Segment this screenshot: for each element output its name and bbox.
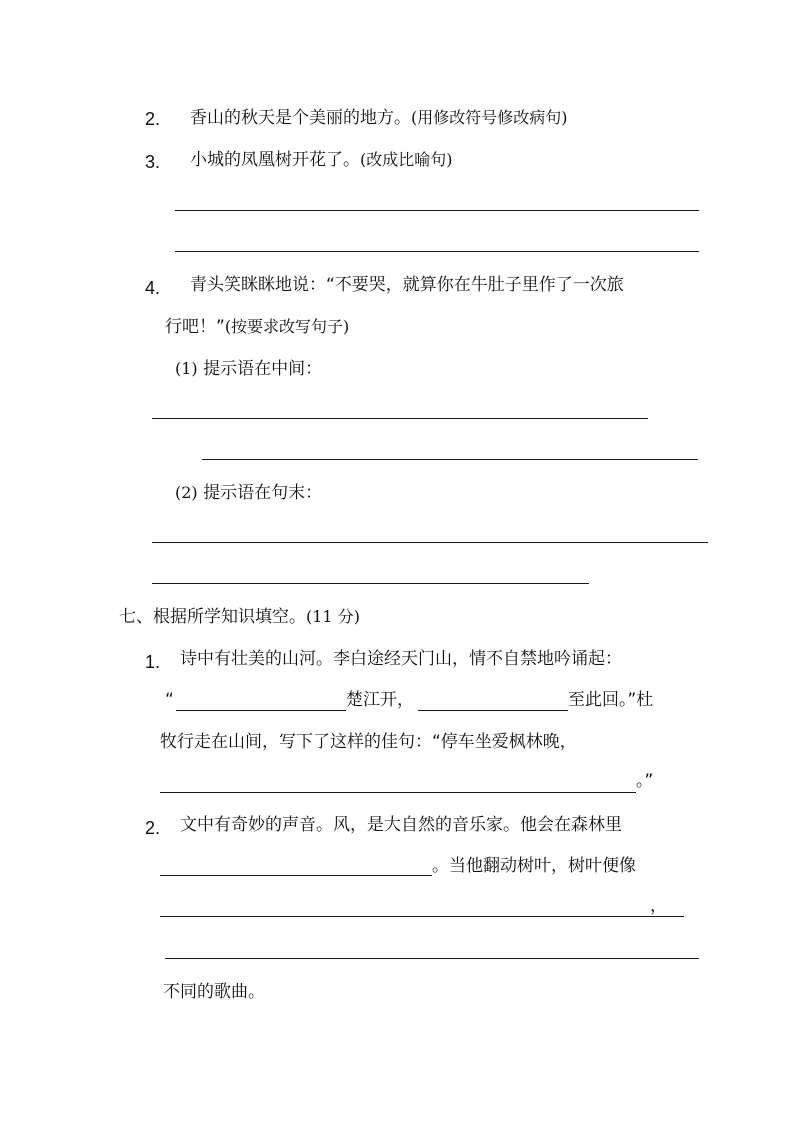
question-text: 小城的凤凰树开花了。(改成比喻句) xyxy=(190,150,453,170)
section-title: 七、根据所学知识填空。(11 分) xyxy=(119,607,360,627)
question-text: 青头笑眯眯地说：“不要哭，就算你在牛肚子里作了一次旅 xyxy=(190,275,624,295)
question-text: 不同的歌曲。 xyxy=(163,982,265,1002)
quote-end: 。” xyxy=(636,771,654,791)
answer-line[interactable] xyxy=(202,459,698,460)
sub-question: (2) 提示语在句末： xyxy=(175,483,323,503)
question-number: 2. xyxy=(145,109,161,129)
blank-line[interactable] xyxy=(160,916,684,917)
poem-fragment: 楚江开， xyxy=(346,690,414,710)
question-text: 诗中有壮美的山河。李白途经天门山，情不自禁地吟诵起： xyxy=(180,649,622,669)
quote-mark: “ xyxy=(165,690,174,710)
poem-fragment: 至此回。”杜 xyxy=(568,690,654,710)
answer-line[interactable] xyxy=(175,210,699,211)
question-text: 牧行走在山间，写下了这样的佳句：“停车坐爱枫林晚， xyxy=(160,732,577,752)
question-text: 文中有奇妙的声音。风，是大自然的音乐家。他会在森林里 xyxy=(180,815,622,835)
blank-line[interactable] xyxy=(176,710,346,711)
blank-line[interactable] xyxy=(165,958,699,959)
answer-line[interactable] xyxy=(152,542,708,543)
blank-line[interactable] xyxy=(160,792,636,793)
blank-line[interactable] xyxy=(160,875,432,876)
sub-question: (1) 提示语在中间： xyxy=(175,359,323,379)
question-text: 香山的秋天是个美丽的地方。(用修改符号修改病句) xyxy=(190,108,568,128)
answer-line[interactable] xyxy=(175,251,699,252)
blank-line[interactable] xyxy=(418,710,568,711)
question-number: 3. xyxy=(145,152,161,172)
question-number: 4. xyxy=(145,278,161,298)
question-text: 行吧！”(按要求改写句子) xyxy=(165,317,350,337)
question-number: 2. xyxy=(145,818,161,838)
answer-line[interactable] xyxy=(152,418,648,419)
comma: ， xyxy=(650,896,667,916)
answer-line[interactable] xyxy=(152,583,589,584)
question-number: 1. xyxy=(145,652,161,672)
question-text: 。当他翻动树叶，树叶便像 xyxy=(432,856,636,876)
